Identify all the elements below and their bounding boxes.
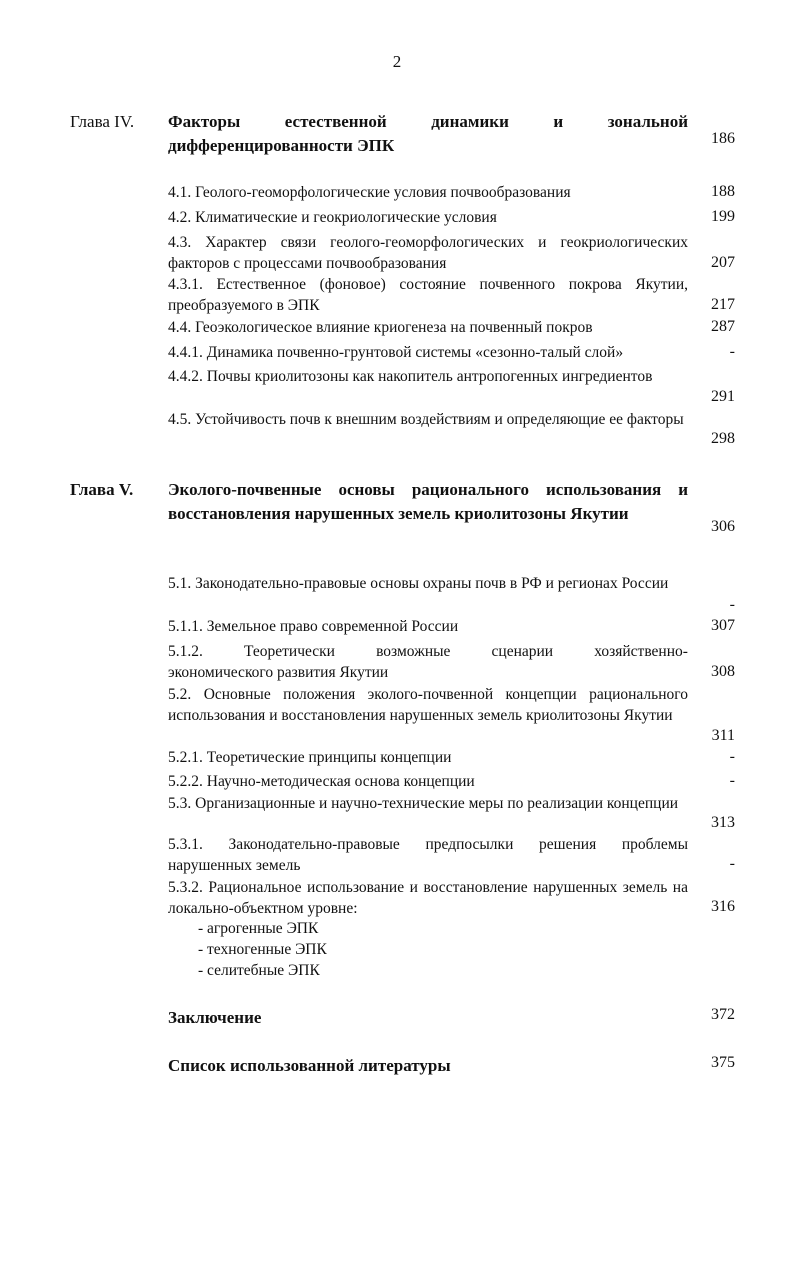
toc-subitem: - агрогенные ЭПК bbox=[198, 920, 319, 937]
toc-entry: 5.3.2. Рациональное использование и восстановление нарушенных земель на локально-объектном уровне: bbox=[168, 879, 688, 917]
conclusion-title: Заключение bbox=[168, 1008, 262, 1027]
toc-entry-page: 316 bbox=[711, 898, 735, 915]
toc-entry-line1 bbox=[168, 641, 688, 662]
chapter-4-label: Глава IV. bbox=[70, 112, 135, 131]
toc-entry: 4.3.1. Естественное (фоновое) состояние почвенного покрова Якутии, преобразуемого в ЭПК bbox=[168, 276, 688, 314]
toc-entry-page: - bbox=[729, 596, 735, 613]
toc-entry-page: 311 bbox=[711, 727, 735, 744]
chapter-5-page: 306 bbox=[711, 518, 735, 535]
toc-entry-page: 298 bbox=[711, 430, 735, 447]
toc-entry-line2: экономического развития Якутии bbox=[168, 664, 389, 681]
toc-subitem: - техногенные ЭПК bbox=[198, 941, 327, 958]
toc-entry: 5.2.2. Научно-методическая основа концепции bbox=[168, 773, 475, 790]
toc-entry: 4.5. Устойчивость почв к внешним воздействиям и определяющие ее факторы bbox=[168, 411, 684, 428]
toc-entry: 4.4.1. Динамика почвенно-грунтовой системы «сезонно-талый слой» bbox=[168, 344, 624, 361]
word: возможные bbox=[376, 643, 451, 660]
toc-entry-page: - bbox=[729, 748, 735, 765]
word: сценарии bbox=[491, 643, 554, 660]
toc-entry-page: - bbox=[729, 855, 735, 872]
toc-entry: 4.2. Климатические и геокриологические условия bbox=[168, 209, 497, 226]
toc-entry: 5.2.1. Теоретические принципы концепции bbox=[168, 749, 452, 766]
references-page: 375 bbox=[711, 1054, 735, 1071]
toc-entry-page: 287 bbox=[711, 318, 735, 335]
chapter-4-title: Факторы естественной динамики и зональной дифференцированности ЭПК bbox=[168, 112, 688, 155]
toc-entry: 5.1. Законодательно-правовые основы охраны почв в РФ и регионах России bbox=[168, 575, 669, 592]
toc-entry: 5.3.1. Законодательно-правовые предпосылки решения проблемы нарушенных земель bbox=[168, 836, 688, 874]
toc-entry-page: 291 bbox=[711, 388, 735, 405]
toc-entry: 4.3. Характер связи геолого-геоморфологических и геокриологических факторов с процессами почвообразования bbox=[168, 234, 688, 272]
toc-entry-page: 217 bbox=[711, 296, 735, 313]
word: хозяйственно- bbox=[594, 643, 688, 660]
toc-entry-page: - bbox=[729, 772, 735, 789]
toc-entry-page: 199 bbox=[711, 208, 735, 225]
word: 5.1.2. bbox=[168, 643, 203, 660]
toc-entry: 4.4. Геоэкологическое влияние криогенеза на почвенный покров bbox=[168, 319, 593, 336]
chapter-5-label: Глава V. bbox=[70, 480, 134, 499]
page-number: 2 bbox=[392, 52, 402, 71]
toc-entry-page: 188 bbox=[711, 183, 735, 200]
toc-entry: 4.1. Геолого-геоморфологические условия почвообразования bbox=[168, 184, 571, 201]
toc-entry-page: - bbox=[729, 343, 735, 360]
toc-entry: 5.2. Основные положения эколого-почвенной концепции рационального использования и восстановления нарушенных земель криолитозоны Якутии bbox=[168, 686, 688, 724]
conclusion-page: 372 bbox=[711, 1006, 735, 1023]
chapter-4-page: 186 bbox=[711, 130, 735, 147]
references-title: Список использованной литературы bbox=[168, 1056, 451, 1075]
toc-entry-page: 207 bbox=[711, 254, 735, 271]
toc-entry: 5.1.1. Земельное право современной России bbox=[168, 618, 459, 635]
word: Теоретически bbox=[243, 643, 335, 660]
toc-subitem: - селитебные ЭПК bbox=[198, 962, 320, 979]
chapter-5-title: Эколого-почвенные основы рационального использования и восстановления нарушенных земель криолитозоны Якутии bbox=[168, 480, 688, 523]
toc-entry-page: 307 bbox=[711, 617, 735, 634]
toc-entry: 5.3. Организационные и научно-технические меры по реализации концепции bbox=[168, 795, 679, 812]
toc-entry-page: 313 bbox=[711, 814, 735, 831]
toc-entry: 4.4.2. Почвы криолитозоны как накопитель антропогенных ингредиентов bbox=[168, 368, 653, 385]
toc-entry-page: 308 bbox=[711, 663, 735, 680]
